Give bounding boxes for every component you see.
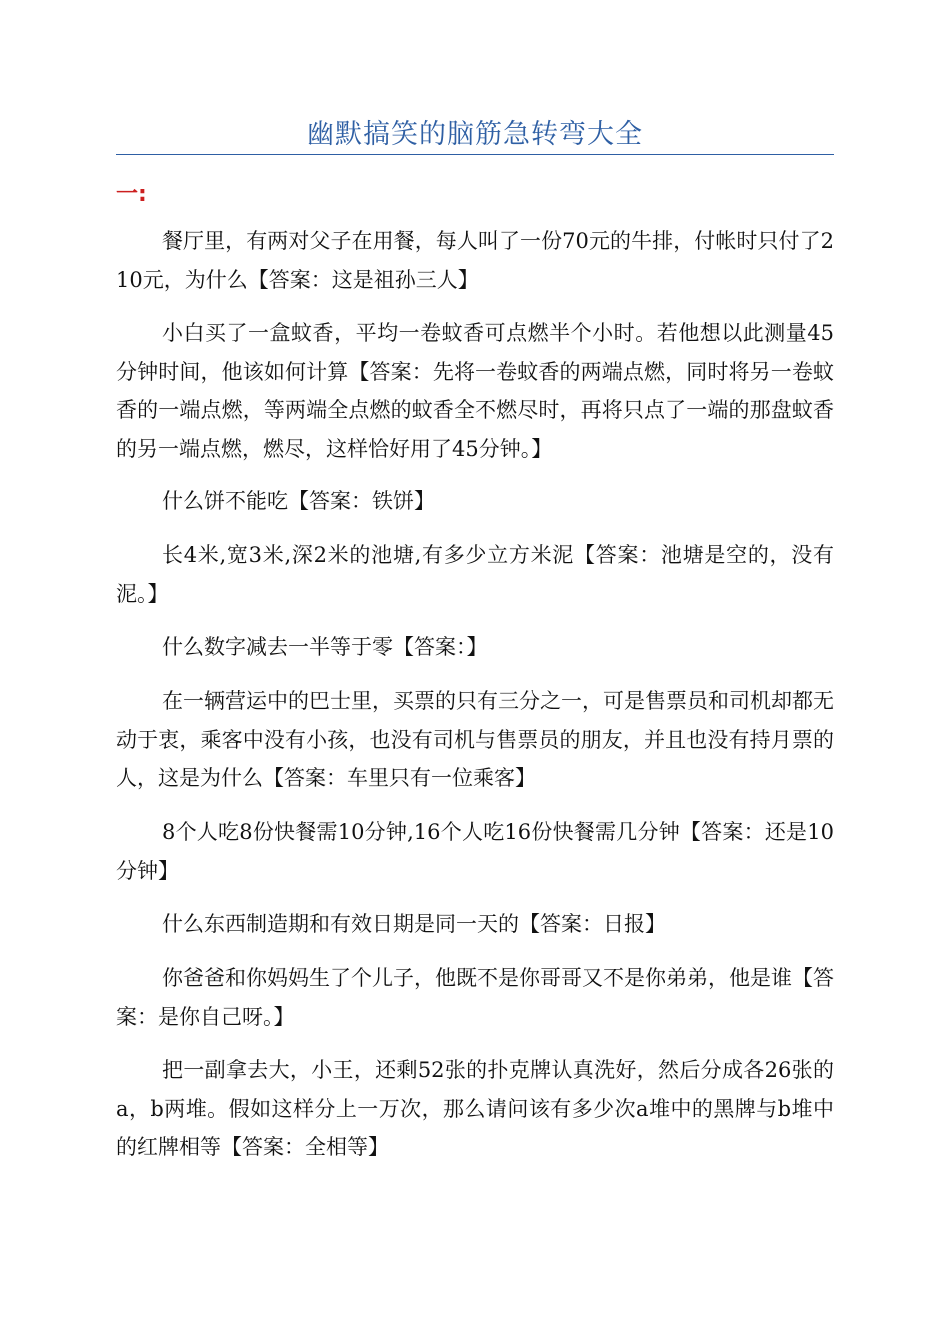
- riddle-paragraph: 餐厅里，有两对父子在用餐，每人叫了一份70元的牛排，付帐时只付了210元，为什么【答案：这是祖孙三人】: [116, 229, 834, 292]
- riddle-paragraph: 小白买了一盒蚊香，平均一卷蚊香可点燃半个小时。若他想以此测量45分钟时间，他该如何计算【答案：先将一卷蚊香的两端点燃，同时将另一卷蚊香的一端点燃，等两端全点燃的蚊香全不燃尽时，再将只点了一端的那盘蚊香的另一端点燃，燃尽，这样恰好用了45分钟。】: [116, 321, 834, 461]
- title-underline: [116, 154, 834, 155]
- riddle-paragraph: 你爸爸和你妈妈生了个儿子，他既不是你哥哥又不是你弟弟，他是谁【答案：是你自己呀。】: [116, 966, 834, 1029]
- riddle-paragraph: 长4米,宽3米,深2米的池塘,有多少立方米泥【答案：池塘是空的，没有泥。】: [116, 543, 834, 606]
- section-heading: 一:: [116, 182, 147, 207]
- document-title: 幽默搞笑的脑筋急转弯大全: [307, 119, 643, 150]
- riddle-paragraph: 什么数字减去一半等于零【答案：】: [162, 635, 488, 659]
- riddle-paragraph: 什么东西制造期和有效日期是同一天的【答案：日报】: [162, 912, 666, 936]
- riddle-paragraph: 什么饼不能吃【答案：铁饼】: [162, 489, 435, 513]
- riddle-paragraph: 8个人吃8份快餐需10分钟,16个人吃16份快餐需几分钟【答案：还是10分钟】: [116, 820, 834, 883]
- riddle-paragraph: 把一副拿去大，小王，还剩52张的扑克牌认真洗好，然后分成各26张的a，b两堆。假如这样分上一万次，那么请问该有多少次a堆中的黑牌与b堆中的红牌相等【答案：全相等】: [116, 1058, 834, 1159]
- riddle-paragraph: 在一辆营运中的巴士里，买票的只有三分之一，可是售票员和司机却都无动于衷，乘客中没有小孩，也没有司机与售票员的朋友，并且也没有持月票的人，这是为什么【答案：车里只有一位乘客】: [116, 689, 834, 790]
